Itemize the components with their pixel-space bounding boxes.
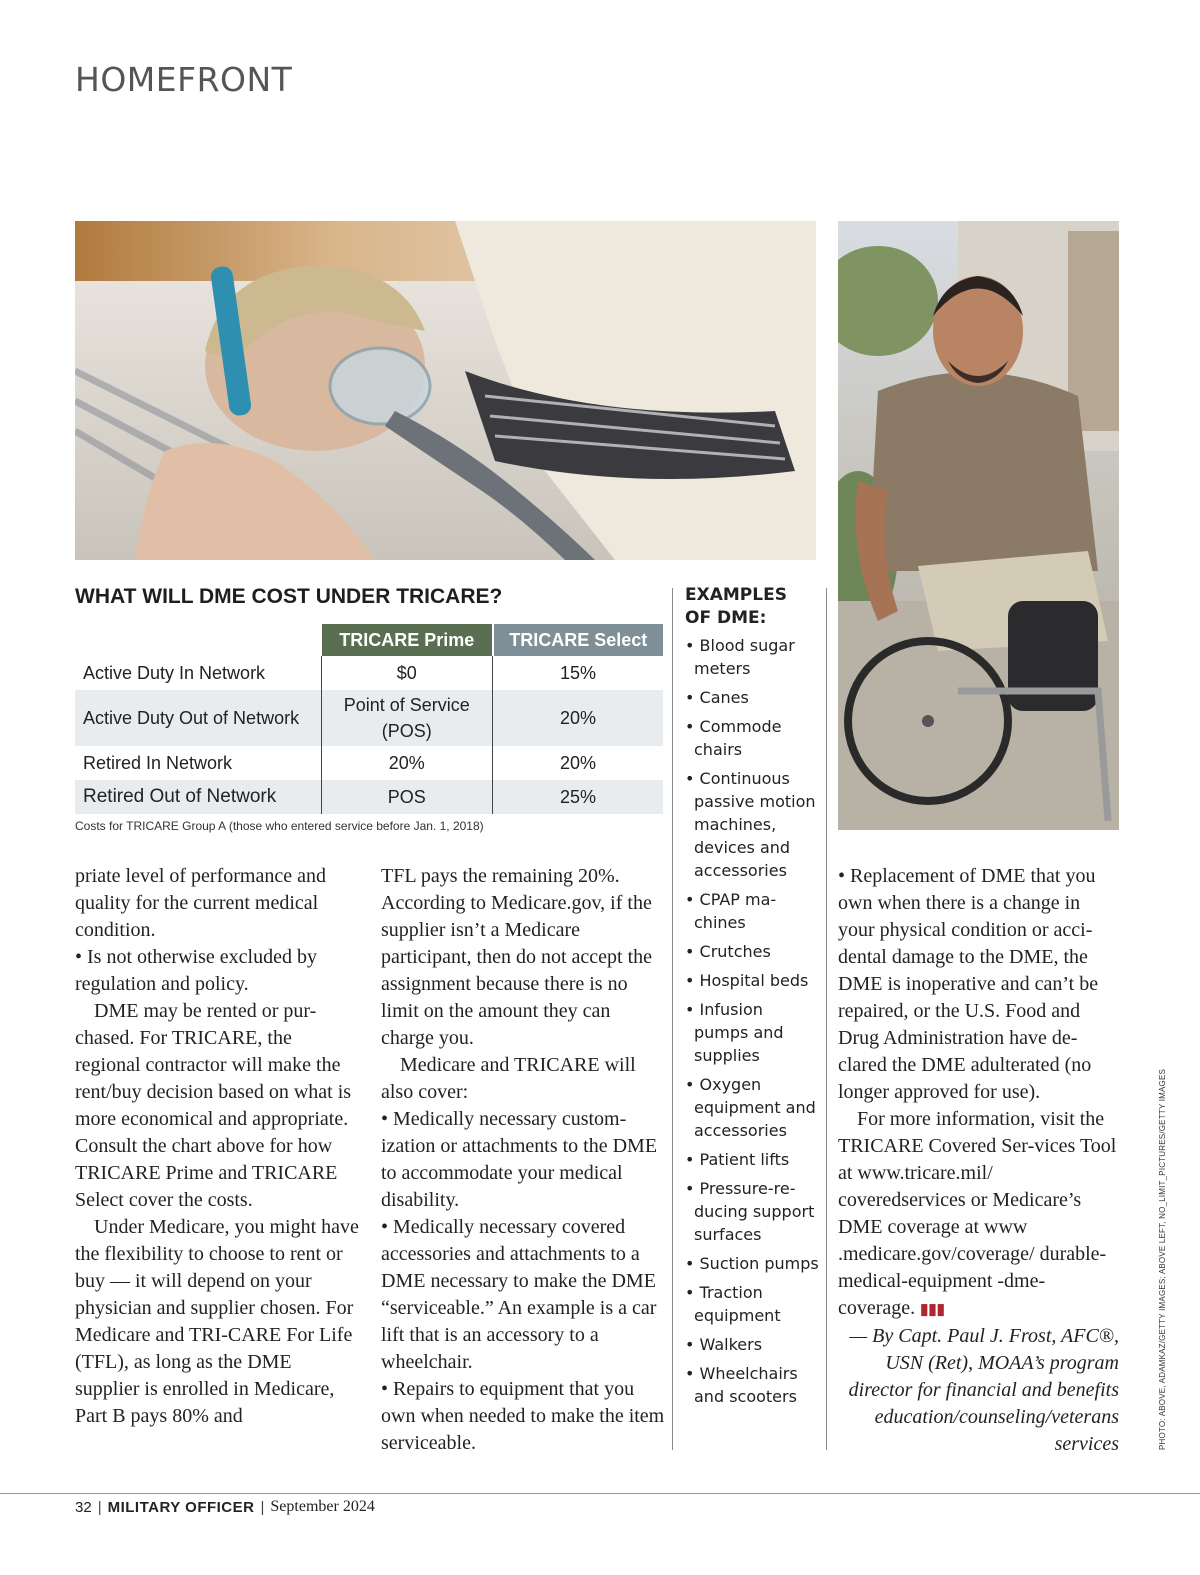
article-paragraph: • Is not otherwise excluded by regulation and policy. xyxy=(75,946,317,995)
row-label: Active Duty In Network xyxy=(83,662,266,683)
page-number: 32 xyxy=(75,1498,92,1516)
article-column-3 xyxy=(838,863,1119,1458)
column-divider xyxy=(672,588,673,1450)
article-paragraph: • Repairs to equipment that you own when needed to make the item serviceable. xyxy=(381,1378,665,1454)
list-item: • Suction pumps xyxy=(685,1254,819,1273)
article-paragraph: Under Medicare, you might have the flexibility to choose to rent or buy — it will depend on your physician and supplier chosen. For Medicare and TRI-CARE For Life (TFL), as long as the DME supplier is enrolled in Medicare, Part B pays 80% and xyxy=(75,1216,359,1427)
table-row xyxy=(75,780,663,814)
select-cost-cell: 25% xyxy=(493,780,663,814)
table-footnote: Costs for TRICARE Group A (those who entered service before Jan. 1, 2018) xyxy=(75,819,484,833)
footer-separator: | xyxy=(260,1498,265,1516)
list-item: • Oxygen equipment and accessories xyxy=(685,1075,816,1140)
prime-cost-cell: POS xyxy=(321,780,492,814)
col-header-tricare-prime: TRICARE Prime xyxy=(321,624,492,656)
footer-divider xyxy=(0,1493,1200,1494)
table-row xyxy=(75,690,663,746)
list-item: • Hospital beds xyxy=(685,971,809,990)
list-item: • Continuous passive motion machines, devices and accessories xyxy=(685,769,816,880)
article-paragraph xyxy=(838,1106,1119,1323)
prime-cost-cell: 20% xyxy=(321,746,492,780)
prime-cost-line: Point of Service xyxy=(343,695,470,715)
list-item: • Blood sugar meters xyxy=(685,636,795,678)
dme-examples-list xyxy=(685,634,820,1408)
list-item: • Pressure-re-ducing support surfaces xyxy=(685,1179,815,1244)
table-row xyxy=(75,656,663,690)
select-cost-cell: 20% xyxy=(493,746,663,780)
photo-credit: PHOTO: ABOVE, ADAMKAZ/GETTY IMAGES; ABOVE LEFT, NO_LIMIT_PICTURES/GETTY IMAGES xyxy=(1158,1068,1167,1450)
page-footer xyxy=(75,1498,375,1516)
row-label: Retired In Network xyxy=(83,752,233,773)
footer-separator: | xyxy=(97,1498,102,1516)
cpap-sleeping-photo xyxy=(75,221,816,560)
list-item: • Walkers xyxy=(685,1335,763,1354)
list-item: • Patient lifts xyxy=(685,1150,790,1169)
end-mark-icon: ▮▮▮ xyxy=(920,1301,945,1318)
article-paragraph-text: For more information, visit the TRICARE Covered Ser-vices Tool at www.tricare.mil/ coveredservices or Medicare’s DME coverage at www .medicare.gov/coverage/ durable-medical-equipment -dme-coverage. xyxy=(838,1108,1117,1319)
publication-name: MILITARY OFFICER xyxy=(107,1498,255,1516)
row-label: Active Duty Out of Network xyxy=(75,690,321,746)
select-cost-cell: 15% xyxy=(493,656,663,690)
article-column-2 xyxy=(381,863,666,1457)
col-header-tricare-select: TRICARE Select xyxy=(493,624,663,656)
wheelchair-man-photo xyxy=(838,221,1119,830)
table-row xyxy=(75,746,663,780)
list-item: • Commode chairs xyxy=(685,717,782,759)
list-item: • Crutches xyxy=(685,942,771,961)
select-cost-cell: 20% xyxy=(493,690,663,746)
article-paragraph: priate level of performance and quality for the current medical condition. xyxy=(75,865,326,941)
article-paragraph: DME may be rented or pur-chased. For TRICARE, the regional contractor will make the rent/buy decision based on what is more economical and appropriate. Consult the chart above for how TRICARE Prime and TRICARE Select cover the costs. xyxy=(75,1000,352,1211)
list-item: • Wheelchairs and scooters xyxy=(685,1364,798,1406)
dme-cost-table xyxy=(75,624,663,814)
column-divider xyxy=(826,588,827,1450)
issue-date: September 2024 xyxy=(270,1498,375,1515)
sidebar-title-line: OF DME: xyxy=(685,608,767,628)
list-item: • Traction equipment xyxy=(685,1283,781,1325)
section-label: HOMEFRONT xyxy=(75,60,293,99)
article-paragraph: • Medically necessary custom-ization or attachments to the DME to accommodate your medical disability. xyxy=(381,1108,658,1211)
table-header-row xyxy=(75,624,663,656)
article-paragraph: • Medically necessary covered accessories and attachments to a DME necessary to make the DME “serviceable.” An example is a car lift that is an accessory to a wheelchair. xyxy=(381,1216,657,1373)
author-byline: — By Capt. Paul J. Frost, AFC®, USN (Ret), MOAA’s program director for financial and benefits education/counseling/veterans services xyxy=(848,1325,1119,1455)
article-paragraph: Medicare and TRICARE will also cover: xyxy=(381,1054,636,1103)
article-paragraph: • Replacement of DME that you own when there is a change in your physical condition or acci-dental damage to the DME, the DME is inoperative and can’t be repaired, or the U.S. Food and Drug Administration have de-clared the DME adulterated (no longer approved for use). xyxy=(838,865,1099,1103)
prime-cost-line: (POS) xyxy=(381,721,432,741)
row-label: Retired Out of Network xyxy=(75,780,321,814)
table-corner-cell xyxy=(75,624,321,656)
sidebar-title xyxy=(685,584,820,630)
list-item: • Infusion pumps and supplies xyxy=(685,1000,784,1065)
dme-examples-sidebar xyxy=(685,584,820,1414)
prime-cost-cell: $0 xyxy=(321,656,492,690)
article-column-1 xyxy=(75,863,360,1430)
list-item: • CPAP ma-chines xyxy=(685,890,777,932)
list-item: • Canes xyxy=(685,688,749,707)
sidebar-title-line: EXAMPLES xyxy=(685,585,787,605)
cost-table-title: WHAT WILL DME COST UNDER TRICARE? xyxy=(75,585,503,608)
prime-cost-cell xyxy=(321,690,492,746)
article-paragraph: TFL pays the remaining 20%. According to Medicare.gov, if the supplier isn’t a Medicare participant, then do not accept the assignment because there is no limit on the amount they can charge you. xyxy=(381,865,653,1049)
